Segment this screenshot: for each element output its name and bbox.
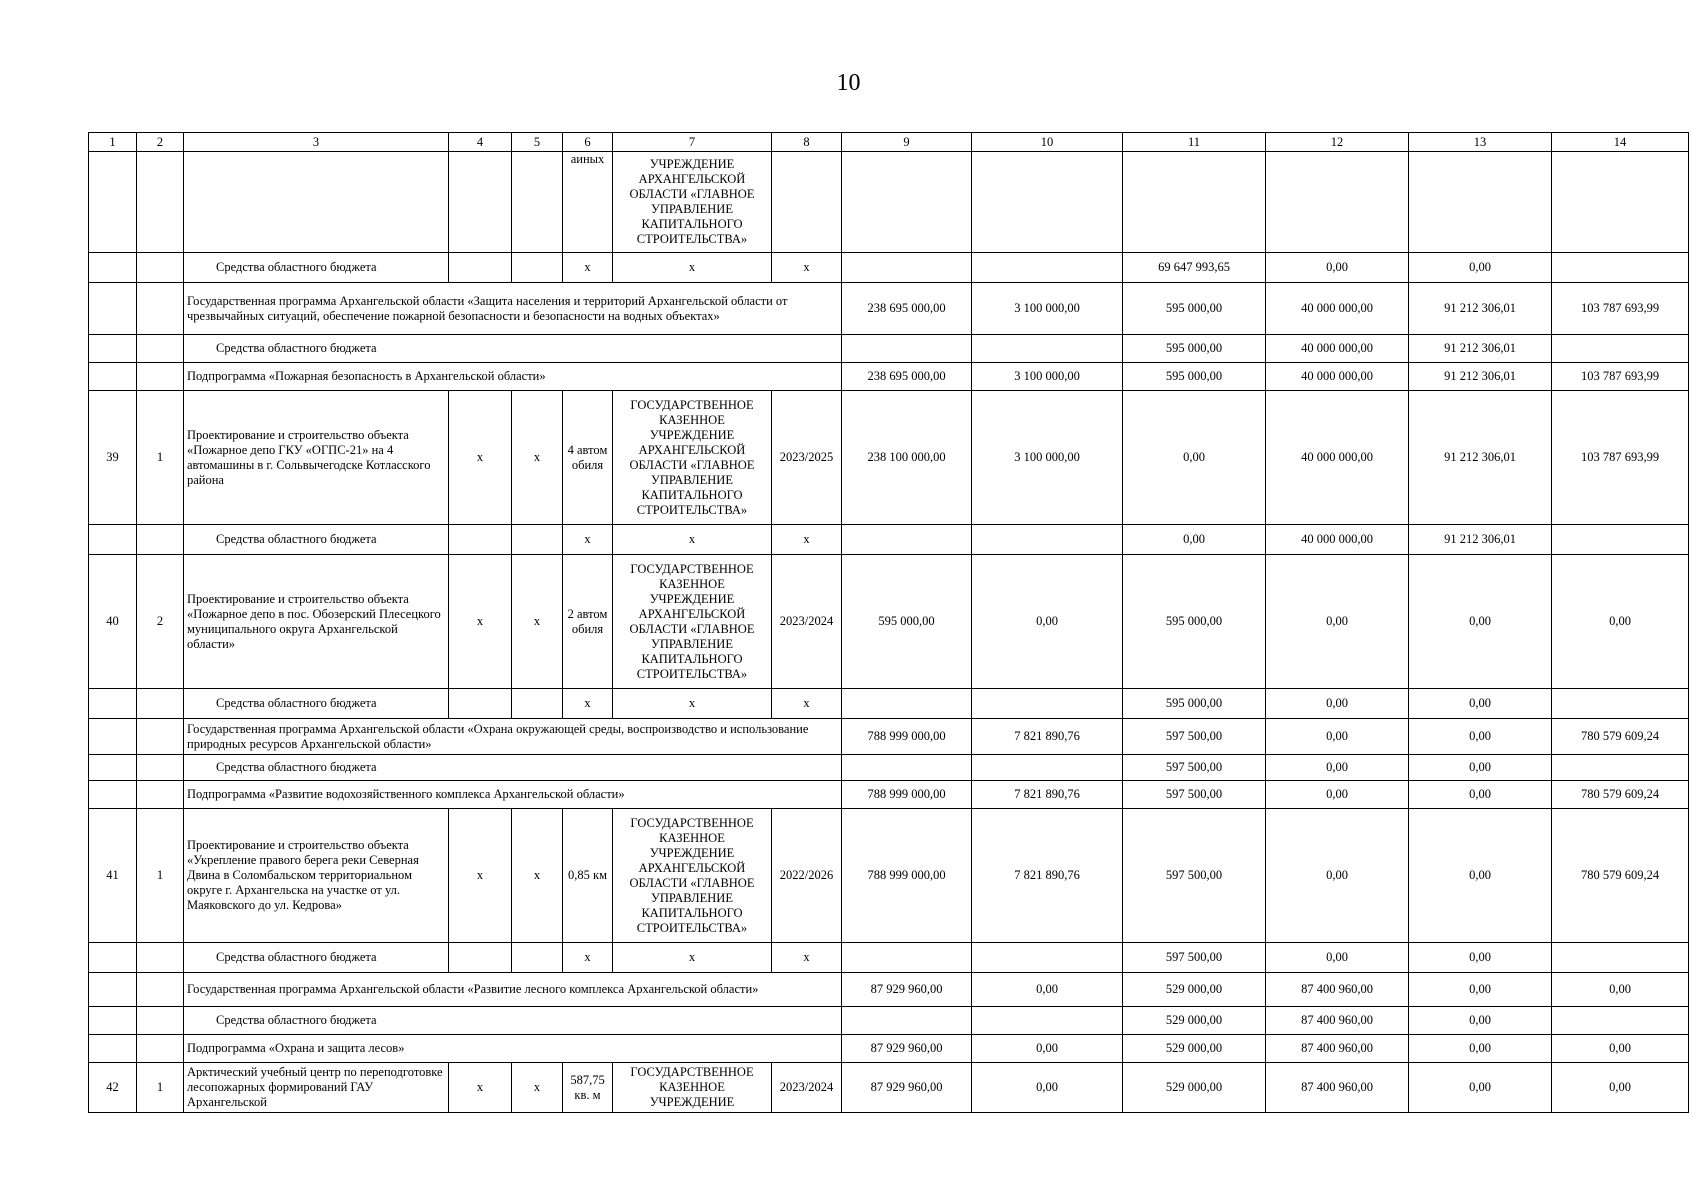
cell: 0,00: [1123, 525, 1266, 555]
object-name: Проектирование и строительство объекта «Пожарное депо ГКУ «ОГПС-21» на 4 автомашины в г. Сольвычегодске Котласского района: [184, 391, 449, 525]
table-row-program: [89, 719, 1689, 755]
cell: 0,00: [1266, 781, 1409, 809]
header-cell: 1: [89, 133, 137, 152]
source-label: Средства областного бюджета: [184, 253, 449, 283]
cell: 0,00: [1409, 943, 1552, 973]
cell: 780 579 609,24: [1552, 781, 1689, 809]
header-cell: 9: [842, 133, 972, 152]
program-label: Государственная программа Архангельской области «Защита населения и территорий Архангельской области от чрезвычайных ситуаций, обеспечение пожарной безопасности и безопасности на водных объектах»: [184, 283, 842, 335]
cell: 0,00: [1409, 689, 1552, 719]
customer-cell: ГОСУДАРСТВЕННОЕ КАЗЕННОЕ УЧРЕЖДЕНИЕ АРХАНГЕЛЬСКОЙ ОБЛАСТИ «ГЛАВНОЕ УПРАВЛЕНИЕ КАПИТАЛЬНОГО СТРОИТЕЛЬСТВА»: [613, 555, 772, 689]
cell: х: [613, 943, 772, 973]
object-name: Проектирование и строительство объекта «Укрепление правого берега реки Северная Двина в Соломбальском территориальном округе г. Архангельска на участке от ул. Маяковского до ул. Кедрова»: [184, 809, 449, 943]
table-row-object: [89, 809, 1689, 943]
cell: 40 000 000,00: [1266, 391, 1409, 525]
cell: х: [512, 391, 563, 525]
cell: х: [772, 943, 842, 973]
cell: 595 000,00: [842, 555, 972, 689]
header-cell: 4: [449, 133, 512, 152]
header-cell: 2: [137, 133, 184, 152]
header-cell: 10: [972, 133, 1123, 152]
cell: 91 212 306,01: [1409, 283, 1552, 335]
cell: х: [449, 809, 512, 943]
cell: 103 787 693,99: [1552, 283, 1689, 335]
cell: 0,00: [1552, 1063, 1689, 1113]
header-cell: 13: [1409, 133, 1552, 152]
cell: 597 500,00: [1123, 809, 1266, 943]
cell: 238 100 000,00: [842, 391, 972, 525]
capacity-cell: 587,75 кв. м: [563, 1063, 613, 1113]
capacity-cell: аиных: [563, 152, 613, 253]
cell: 529 000,00: [1123, 1063, 1266, 1113]
cell: 597 500,00: [1123, 943, 1266, 973]
cell: 87 929 960,00: [842, 973, 972, 1007]
source-label: Средства областного бюджета: [184, 525, 449, 555]
header-row: [89, 133, 1689, 152]
customer-cell: ГОСУДАРСТВЕННОЕ КАЗЕННОЕ УЧРЕЖДЕНИЕ: [613, 1063, 772, 1113]
cell: 40 000 000,00: [1266, 335, 1409, 363]
cell: 597 500,00: [1123, 781, 1266, 809]
cell: 0,00: [1552, 1035, 1689, 1063]
source-label: Средства областного бюджета: [184, 943, 449, 973]
cell: 780 579 609,24: [1552, 809, 1689, 943]
table-row-source: [89, 689, 1689, 719]
cell: х: [563, 525, 613, 555]
cell: 0,00: [1266, 689, 1409, 719]
table-row-source: [89, 253, 1689, 283]
table-row-program: [89, 283, 1689, 335]
cell: 7 821 890,76: [972, 781, 1123, 809]
row-subnumber: 1: [137, 809, 184, 943]
cell: 0,00: [972, 1035, 1123, 1063]
cell: 0,00: [1266, 755, 1409, 781]
cell: 3 100 000,00: [972, 391, 1123, 525]
cell: 0,00: [1409, 1035, 1552, 1063]
table-row-object: [89, 391, 1689, 525]
cell: 87 400 960,00: [1266, 973, 1409, 1007]
cell: 788 999 000,00: [842, 781, 972, 809]
table-row-source: [89, 335, 1689, 363]
cell: х: [772, 253, 842, 283]
cell: 87 400 960,00: [1266, 1007, 1409, 1035]
subprogram-label: Подпрограмма «Пожарная безопасность в Архангельской области»: [184, 363, 842, 391]
cell: 0,00: [1266, 943, 1409, 973]
cell: 0,00: [1409, 755, 1552, 781]
cell: 529 000,00: [1123, 1007, 1266, 1035]
cell: 87 400 960,00: [1266, 1063, 1409, 1113]
budget-table: [88, 132, 1689, 1113]
period-cell: 2022/2026: [772, 809, 842, 943]
cell: 0,00: [1409, 781, 1552, 809]
cell: 0,00: [1409, 1063, 1552, 1113]
cell: 69 647 993,65: [1123, 253, 1266, 283]
cell: х: [449, 1063, 512, 1113]
cell: 0,00: [1552, 973, 1689, 1007]
cell: х: [563, 253, 613, 283]
table-row-program: [89, 973, 1689, 1007]
cell: 0,00: [1409, 1007, 1552, 1035]
customer-cell: УЧРЕЖДЕНИЕ АРХАНГЕЛЬСКОЙ ОБЛАСТИ «ГЛАВНОЕ УПРАВЛЕНИЕ КАПИТАЛЬНОГО СТРОИТЕЛЬСТВА»: [613, 152, 772, 253]
row-subnumber: 1: [137, 391, 184, 525]
cell: 0,00: [1409, 973, 1552, 1007]
cell: х: [613, 253, 772, 283]
subprogram-label: Подпрограмма «Охрана и защита лесов»: [184, 1035, 842, 1063]
cell: х: [772, 525, 842, 555]
cell: х: [449, 391, 512, 525]
cell: 788 999 000,00: [842, 719, 972, 755]
cell: 0,00: [1409, 555, 1552, 689]
table-row-object: [89, 1063, 1689, 1113]
cell: 7 821 890,76: [972, 719, 1123, 755]
source-label: Средства областного бюджета: [184, 755, 842, 781]
cell: 529 000,00: [1123, 973, 1266, 1007]
source-label: Средства областного бюджета: [184, 689, 449, 719]
cell: 87 929 960,00: [842, 1035, 972, 1063]
cell: х: [512, 555, 563, 689]
table-row-source: [89, 943, 1689, 973]
cell: х: [772, 689, 842, 719]
customer-cell: ГОСУДАРСТВЕННОЕ КАЗЕННОЕ УЧРЕЖДЕНИЕ АРХАНГЕЛЬСКОЙ ОБЛАСТИ «ГЛАВНОЕ УПРАВЛЕНИЕ КАПИТАЛЬНОГО СТРОИТЕЛЬСТВА»: [613, 391, 772, 525]
cell: 0,00: [1409, 809, 1552, 943]
row-number: 39: [89, 391, 137, 525]
cell: 238 695 000,00: [842, 363, 972, 391]
table-row-subprogram: [89, 363, 1689, 391]
table-row-subprogram: [89, 781, 1689, 809]
cell: 91 212 306,01: [1409, 525, 1552, 555]
cell: 0,00: [1123, 391, 1266, 525]
cell: 595 000,00: [1123, 283, 1266, 335]
header-cell: 8: [772, 133, 842, 152]
page-number: 10: [836, 70, 861, 96]
cell: 103 787 693,99: [1552, 391, 1689, 525]
source-label: Средства областного бюджета: [184, 1007, 842, 1035]
cell: 529 000,00: [1123, 1035, 1266, 1063]
cell: 0,00: [1266, 253, 1409, 283]
header-cell: 6: [563, 133, 613, 152]
object-name: Проектирование и строительство объекта «Пожарное депо в пос. Обозерский Плесецкого муниципального округа Архангельской области»: [184, 555, 449, 689]
header-cell: 11: [1123, 133, 1266, 152]
table-row-source: [89, 755, 1689, 781]
cell: 0,00: [1266, 555, 1409, 689]
cell: 780 579 609,24: [1552, 719, 1689, 755]
cell: 40 000 000,00: [1266, 363, 1409, 391]
header-cell: 14: [1552, 133, 1689, 152]
cell: 40 000 000,00: [1266, 283, 1409, 335]
cell: 91 212 306,01: [1409, 363, 1552, 391]
program-label: Государственная программа Архангельской области «Развитие лесного комплекса Архангельской области»: [184, 973, 842, 1007]
header-cell: 12: [1266, 133, 1409, 152]
cell: 87 400 960,00: [1266, 1035, 1409, 1063]
row-number: 40: [89, 555, 137, 689]
cell: 0,00: [1409, 253, 1552, 283]
table-row-source: [89, 1007, 1689, 1035]
cell: 595 000,00: [1123, 689, 1266, 719]
cell: х: [613, 689, 772, 719]
header-cell: 3: [184, 133, 449, 152]
cell: 0,00: [972, 555, 1123, 689]
object-name: Арктический учебный центр по переподготовке лесопожарных формирований ГАУ Архангельской: [184, 1063, 449, 1113]
table-row-continuation: [89, 152, 1689, 253]
period-cell: 2023/2024: [772, 1063, 842, 1113]
subprogram-label: Подпрограмма «Развитие водохозяйственного комплекса Архангельской области»: [184, 781, 842, 809]
cell: 0,00: [1409, 719, 1552, 755]
row-number: 41: [89, 809, 137, 943]
capacity-cell: 0,85 км: [563, 809, 613, 943]
cell: 3 100 000,00: [972, 283, 1123, 335]
cell: 87 929 960,00: [842, 1063, 972, 1113]
cell: х: [563, 943, 613, 973]
program-label: Государственная программа Архангельской области «Охрана окружающей среды, воспроизводство и использование природных ресурсов Архангельской области»: [184, 719, 842, 755]
cell: х: [512, 809, 563, 943]
cell: 103 787 693,99: [1552, 363, 1689, 391]
customer-cell: ГОСУДАРСТВЕННОЕ КАЗЕННОЕ УЧРЕЖДЕНИЕ АРХАНГЕЛЬСКОЙ ОБЛАСТИ «ГЛАВНОЕ УПРАВЛЕНИЕ КАПИТАЛЬНОГО СТРОИТЕЛЬСТВА»: [613, 809, 772, 943]
row-number: 42: [89, 1063, 137, 1113]
period-cell: 2023/2025: [772, 391, 842, 525]
cell: 0,00: [1552, 555, 1689, 689]
source-label: Средства областного бюджета: [184, 335, 842, 363]
cell: 597 500,00: [1123, 719, 1266, 755]
row-subnumber: 2: [137, 555, 184, 689]
table-row-source: [89, 525, 1689, 555]
cell: 7 821 890,76: [972, 809, 1123, 943]
cell: х: [449, 555, 512, 689]
cell: 91 212 306,01: [1409, 335, 1552, 363]
cell: 238 695 000,00: [842, 283, 972, 335]
cell: 3 100 000,00: [972, 363, 1123, 391]
cell: 597 500,00: [1123, 755, 1266, 781]
cell: 91 212 306,01: [1409, 391, 1552, 525]
header-cell: 5: [512, 133, 563, 152]
cell: 595 000,00: [1123, 335, 1266, 363]
cell: х: [512, 1063, 563, 1113]
header-cell: 7: [613, 133, 772, 152]
cell: 595 000,00: [1123, 555, 1266, 689]
cell: 40 000 000,00: [1266, 525, 1409, 555]
cell: х: [613, 525, 772, 555]
table-row-object: [89, 555, 1689, 689]
period-cell: 2023/2024: [772, 555, 842, 689]
cell: 0,00: [1266, 719, 1409, 755]
cell: 788 999 000,00: [842, 809, 972, 943]
table-row-subprogram: [89, 1035, 1689, 1063]
cell: х: [563, 689, 613, 719]
cell: 0,00: [972, 973, 1123, 1007]
row-subnumber: 1: [137, 1063, 184, 1113]
capacity-cell: 2 автом обиля: [563, 555, 613, 689]
cell: 595 000,00: [1123, 363, 1266, 391]
capacity-cell: 4 автом обиля: [563, 391, 613, 525]
cell: 0,00: [1266, 809, 1409, 943]
cell: 0,00: [972, 1063, 1123, 1113]
